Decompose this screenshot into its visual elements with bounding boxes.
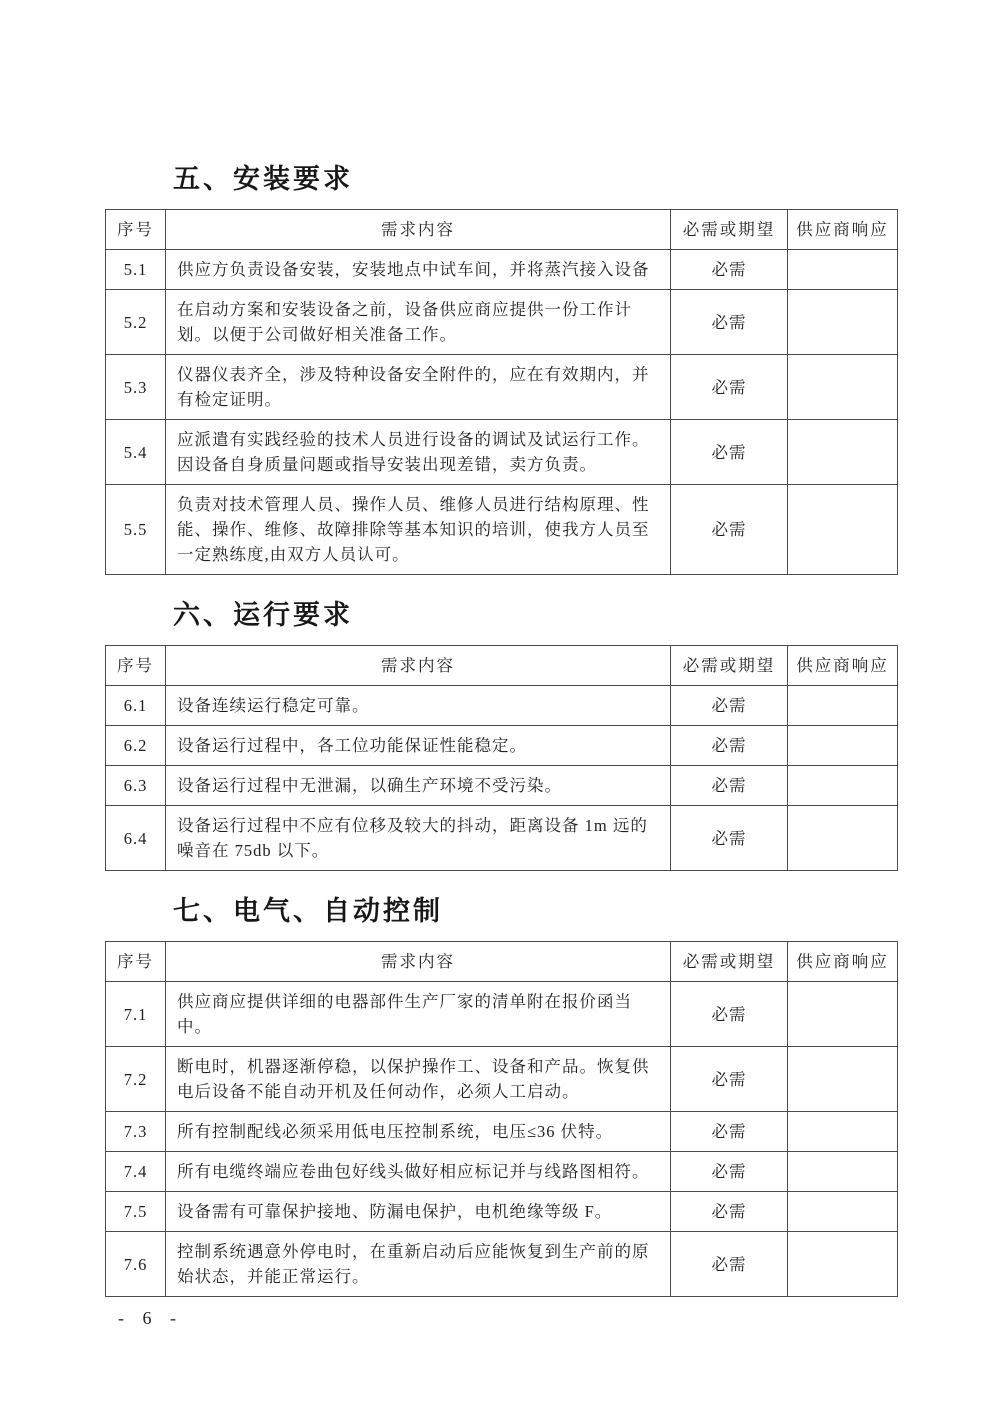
cell-required: 必需: [671, 420, 788, 485]
section-title: 五、安装要求: [173, 164, 353, 194]
cell-required: 必需: [671, 766, 788, 806]
cell-required: 必需: [671, 1047, 788, 1112]
cell-no: 7.1: [106, 982, 166, 1047]
cell-content: 断电时，机器逐渐停稳，以保护操作工、设备和产品。恢复供电后设备不能自动开机及任何动作，必须人工启动。: [166, 1047, 671, 1112]
cell-required: 必需: [671, 686, 788, 726]
table-row: [106, 806, 898, 871]
requirements-table: [105, 645, 898, 871]
cell-content: 在启动方案和安装设备之前，设备供应商应提供一份工作计划。以便于公司做好相关准备工作。: [166, 290, 671, 355]
header-row: [106, 942, 898, 982]
cell-no: 7.4: [106, 1152, 166, 1192]
cell-content: 设备运行过程中不应有位移及较大的抖动，距离设备 1m 远的噪音在 75db 以下。: [166, 806, 671, 871]
cell-content: 控制系统遇意外停电时，在重新启动后应能恢复到生产前的原始状态，并能正常运行。: [166, 1232, 671, 1297]
cell-response: [788, 1152, 898, 1192]
header-row: [106, 646, 898, 686]
cell-content: 所有控制配线必须采用低电压控制系统，电压≤36 伏特。: [166, 1112, 671, 1152]
cell-response: [788, 290, 898, 355]
cell-no: 6.3: [106, 766, 166, 806]
table-row: [106, 1192, 898, 1232]
column-header: 序号: [106, 646, 166, 686]
column-header: 序号: [106, 210, 166, 250]
cell-content: 应派遣有实践经验的技术人员进行设备的调试及试运行工作。因设备自身质量问题或指导安装出现差错，卖方负责。: [166, 420, 671, 485]
table-row: [106, 1152, 898, 1192]
cell-response: [788, 1047, 898, 1112]
cell-no: 6.1: [106, 686, 166, 726]
column-header: 需求内容: [166, 646, 671, 686]
cell-required: 必需: [671, 1232, 788, 1297]
cell-no: 7.6: [106, 1232, 166, 1297]
cell-content: 仪器仪表齐全，涉及特种设备安全附件的，应在有效期内，并有检定证明。: [166, 355, 671, 420]
cell-response: [788, 1112, 898, 1152]
column-header: 序号: [106, 942, 166, 982]
page-number: - 6 -: [118, 1308, 183, 1328]
cell-response: [788, 1192, 898, 1232]
cell-content: 负责对技术管理人员、操作人员、维修人员进行结构原理、性能、操作、维修、故障排除等基本知识的培训，使我方人员至一定熟练度,由双方人员认可。: [166, 485, 671, 575]
cell-response: [788, 686, 898, 726]
cell-response: [788, 982, 898, 1047]
cell-no: 5.3: [106, 355, 166, 420]
cell-response: [788, 355, 898, 420]
cell-response: [788, 485, 898, 575]
cell-response: [788, 250, 898, 290]
cell-no: 6.4: [106, 806, 166, 871]
table-row: [106, 1232, 898, 1297]
cell-content: 设备运行过程中无泄漏，以确生产环境不受污染。: [166, 766, 671, 806]
requirements-table: [105, 941, 898, 1297]
cell-required: 必需: [671, 726, 788, 766]
table-row: [106, 355, 898, 420]
cell-no: 5.1: [106, 250, 166, 290]
cell-content: 所有电缆终端应卷曲包好线头做好相应标记并与线路图相符。: [166, 1152, 671, 1192]
requirements-table: [105, 209, 898, 575]
cell-required: 必需: [671, 806, 788, 871]
column-header: 供应商响应: [788, 942, 898, 982]
document-content: [105, 162, 897, 1299]
table-row: [106, 982, 898, 1047]
cell-required: 必需: [671, 355, 788, 420]
sections-container: [105, 162, 897, 1297]
table-row: [106, 766, 898, 806]
cell-required: 必需: [671, 1112, 788, 1152]
cell-no: 5.5: [106, 485, 166, 575]
cell-response: [788, 1232, 898, 1297]
cell-content: 供应方负责设备安装，安装地点中试车间，并将蒸汽接入设备: [166, 250, 671, 290]
cell-content: 设备运行过程中，各工位功能保证性能稳定。: [166, 726, 671, 766]
table-row: [106, 686, 898, 726]
section: [105, 598, 897, 871]
column-header: 需求内容: [166, 210, 671, 250]
section-title: 六、运行要求: [173, 600, 353, 630]
table-row: [106, 420, 898, 485]
cell-response: [788, 726, 898, 766]
section: [105, 162, 897, 575]
column-header: 必需或期望: [671, 942, 788, 982]
cell-response: [788, 420, 898, 485]
cell-response: [788, 766, 898, 806]
section-title: 七、电气、自动控制: [173, 896, 443, 926]
header-row: [106, 210, 898, 250]
column-header: 需求内容: [166, 942, 671, 982]
column-header: 供应商响应: [788, 210, 898, 250]
cell-content: 设备需有可靠保护接地、防漏电保护，电机绝缘等级 F。: [166, 1192, 671, 1232]
column-header: 供应商响应: [788, 646, 898, 686]
cell-required: 必需: [671, 485, 788, 575]
table-row: [106, 290, 898, 355]
table-row: [106, 1112, 898, 1152]
section: [105, 894, 897, 1297]
cell-response: [788, 806, 898, 871]
cell-no: 6.2: [106, 726, 166, 766]
cell-required: 必需: [671, 982, 788, 1047]
table-row: [106, 1047, 898, 1112]
cell-no: 5.2: [106, 290, 166, 355]
cell-required: 必需: [671, 1192, 788, 1232]
table-row: [106, 485, 898, 575]
cell-no: 5.4: [106, 420, 166, 485]
cell-required: 必需: [671, 1152, 788, 1192]
cell-no: 7.3: [106, 1112, 166, 1152]
cell-no: 7.2: [106, 1047, 166, 1112]
column-header: 必需或期望: [671, 210, 788, 250]
cell-required: 必需: [671, 250, 788, 290]
cell-content: 供应商应提供详细的电器部件生产厂家的清单附在报价函当中。: [166, 982, 671, 1047]
column-header: 必需或期望: [671, 646, 788, 686]
cell-no: 7.5: [106, 1192, 166, 1232]
cell-required: 必需: [671, 290, 788, 355]
table-row: [106, 250, 898, 290]
cell-content: 设备连续运行稳定可靠。: [166, 686, 671, 726]
table-row: [106, 726, 898, 766]
